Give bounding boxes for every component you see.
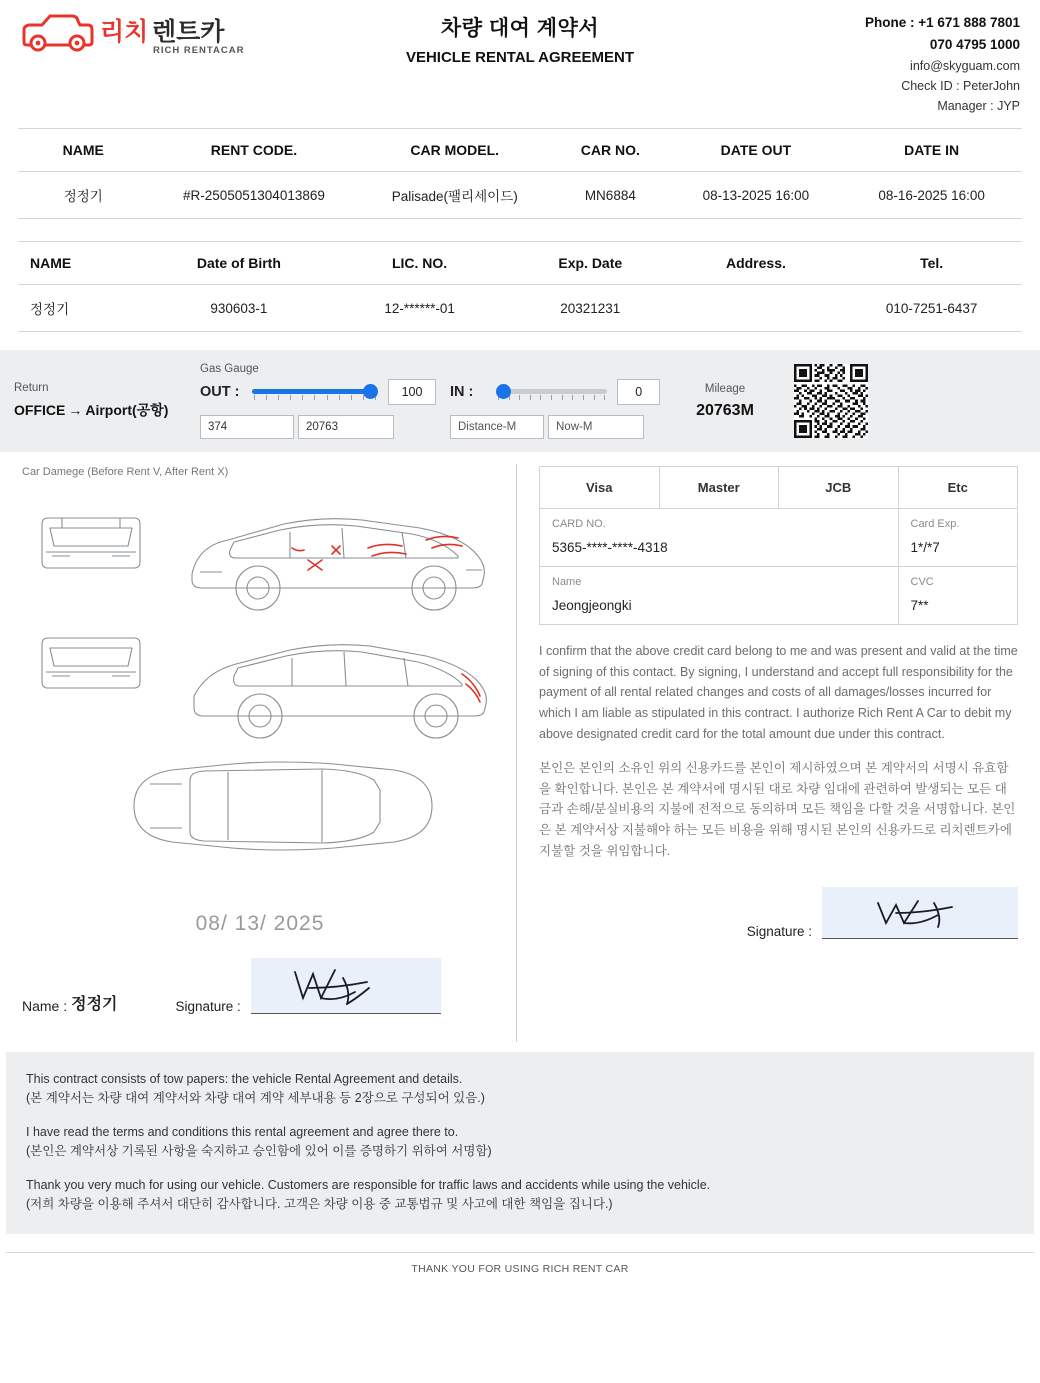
mileage-value: 20763M bbox=[696, 401, 754, 419]
cell-tel: 010-7251-6437 bbox=[885, 300, 978, 316]
return-gas-section bbox=[0, 350, 1040, 452]
card-number-row bbox=[540, 509, 1018, 567]
signature-mark-icon bbox=[822, 887, 1018, 939]
cell-date-in: 08-16-2025 16:00 bbox=[878, 187, 985, 203]
gas-out-subinputs bbox=[200, 415, 450, 439]
slider-ticks bbox=[254, 395, 376, 401]
gas-in-block bbox=[450, 363, 660, 439]
damage-note: Car Damege (Before Rent V, After Rent X) bbox=[22, 466, 229, 478]
contact-block bbox=[770, 8, 1020, 116]
check-id: Check ID : PeterJohn bbox=[901, 78, 1020, 93]
rental-table bbox=[18, 128, 1022, 219]
in-now-mileage-input[interactable]: Now-M bbox=[548, 415, 644, 439]
rental-info-section bbox=[0, 128, 1040, 332]
document-header bbox=[0, 0, 1040, 128]
signature-label-left: Signature : bbox=[175, 999, 241, 1014]
main-body bbox=[0, 452, 1040, 1052]
col-date-out: DATE OUT bbox=[720, 142, 792, 158]
driver-table bbox=[18, 241, 1022, 332]
cell-lic-no: 12-******-01 bbox=[384, 300, 455, 316]
card-no-value: 5365-****-****-4318 bbox=[552, 540, 668, 555]
qr-code-icon bbox=[794, 364, 868, 438]
phone-secondary: 070 4795 1000 bbox=[929, 36, 1020, 52]
cell-exp-date: 20321231 bbox=[560, 300, 621, 316]
note-2-en: I have read the terms and conditions this rental agreement and agree there to. bbox=[26, 1124, 459, 1139]
return-from: OFFICE bbox=[14, 402, 66, 418]
svg-text:RICH RENTACAR: RICH RENTACAR bbox=[153, 45, 245, 56]
card-exp-value: 1*/*7 bbox=[910, 540, 940, 555]
slider-knob[interactable] bbox=[496, 384, 511, 399]
cell-name: 정정기 bbox=[63, 189, 103, 204]
legal-text-ko: 본인은 본인의 소유인 위의 신용카드를 본인이 제시하였으며 본 계약서의 서명시 유효함을 확인합니다. 본인은 본 계약서에 명시된 대로 차량 임대에 관련하여 발생되는 모든 대금과 손해/분실비용의 지불에 전적으로 동의하며 모든 책임을 다할 것을 서명합니다. 본인은 본 계약서상 지불해야 하는 모든 비용을 위해 명시된 본인의 신용카드로 리치렌트카에 지불할 것을 위임합니다. bbox=[539, 761, 1016, 858]
table-spacer bbox=[18, 219, 1022, 241]
card-type-visa[interactable]: Visa bbox=[540, 467, 660, 509]
note-1-en: This contract consists of tow papers: the vehicle Rental Agreement and details. bbox=[26, 1072, 463, 1086]
return-to: Airport(공항) bbox=[85, 402, 169, 418]
card-holder-row bbox=[540, 567, 1018, 625]
col-tel: Tel. bbox=[920, 255, 944, 271]
col-name: NAME bbox=[62, 142, 104, 158]
note-1 bbox=[26, 1070, 1014, 1109]
card-type-jcb[interactable]: JCB bbox=[779, 467, 899, 509]
customer-signature-row bbox=[22, 958, 498, 1014]
company-logo bbox=[20, 8, 270, 58]
out-mileage-input[interactable]: 20763 bbox=[298, 415, 394, 439]
card-number-cell bbox=[540, 509, 899, 567]
table-header-row bbox=[18, 242, 1022, 285]
gas-out-value[interactable]: 100 bbox=[388, 379, 436, 405]
col-date-in: DATE IN bbox=[904, 142, 960, 158]
card-type-etc[interactable]: Etc bbox=[898, 467, 1018, 509]
col-address: Address. bbox=[725, 255, 786, 271]
cell-car-no: MN6884 bbox=[584, 187, 636, 203]
mileage-block bbox=[660, 383, 790, 420]
slider-track bbox=[496, 389, 607, 394]
card-cvc-cell bbox=[898, 567, 1018, 625]
phone-primary: Phone : +1 671 888 7801 bbox=[865, 15, 1020, 30]
document-title-block bbox=[270, 8, 770, 66]
col-exp-date: Exp. Date bbox=[558, 255, 623, 271]
note-3-en: Thank you very much for using our vehicle. Customers are responsible for traffic laws and accidents while using the vehicle. bbox=[26, 1177, 711, 1192]
contract-notes bbox=[6, 1052, 1034, 1234]
page-title-ko: 차량 대여 계약서 bbox=[440, 17, 600, 40]
svg-text:리치: 리치 bbox=[100, 18, 149, 46]
gas-out-block bbox=[200, 363, 450, 439]
customer-name-label: Name : bbox=[22, 998, 68, 1014]
signature-mark-icon bbox=[251, 958, 441, 1014]
note-2 bbox=[26, 1123, 1014, 1162]
card-signature-row bbox=[539, 887, 1018, 939]
footer-text: THANK YOU FOR USING RICH RENT CAR bbox=[411, 1263, 629, 1276]
cell-driver-name: 정정기 bbox=[30, 302, 70, 317]
card-no-label: CARD NO. bbox=[552, 518, 606, 530]
signature-field-right[interactable] bbox=[822, 887, 1018, 939]
card-name-value: Jeongjeongki bbox=[552, 598, 632, 613]
gas-in-label: IN : bbox=[450, 384, 474, 400]
page-title-en: VEHICLE RENTAL AGREEMENT bbox=[405, 49, 635, 66]
cell-car-model: Palisade(팰리세이드) bbox=[391, 189, 518, 204]
arrow-right-icon: → bbox=[68, 402, 83, 418]
slider-ticks bbox=[498, 395, 605, 401]
table-row bbox=[18, 172, 1022, 219]
rich-rentacar-logo-icon bbox=[20, 12, 250, 58]
gas-in-value[interactable]: 0 bbox=[617, 379, 660, 405]
col-driver-name: NAME bbox=[30, 255, 72, 271]
note-3-ko: (저희 차량을 이용해 주셔서 대단히 감사합니다. 고객은 차량 이용 중 교통법규 및 사고에 대한 책임을 집니다.) bbox=[26, 1196, 613, 1211]
gas-in-subinputs bbox=[450, 415, 660, 439]
gas-in-slider[interactable] bbox=[496, 382, 607, 402]
card-cvc-label: CVC bbox=[910, 576, 934, 588]
return-label: Return bbox=[14, 382, 49, 394]
col-lic-no: LIC. NO. bbox=[391, 255, 448, 271]
in-distance-input[interactable]: Distance-M bbox=[450, 415, 544, 439]
card-type-master[interactable]: Master bbox=[659, 467, 779, 509]
card-exp-label: Card Exp. bbox=[910, 518, 960, 530]
cell-date-out: 08-13-2025 16:00 bbox=[702, 187, 810, 203]
car-diagram-group[interactable] bbox=[22, 484, 492, 904]
return-route bbox=[14, 400, 200, 420]
card-type-row bbox=[540, 467, 1018, 509]
customer-name-value: 정정기 bbox=[71, 996, 118, 1013]
svg-text:렌트카: 렌트카 bbox=[152, 18, 225, 46]
col-dob: Date of Birth bbox=[196, 255, 281, 271]
gas-gauge-label: Gas Gauge bbox=[200, 363, 259, 375]
card-name-label: Name bbox=[552, 576, 582, 588]
car-damage-diagram-icon[interactable] bbox=[22, 484, 492, 904]
legal-text-en: I confirm that the above credit card belong to me and was present and valid at the time of signing of this contact. By signing, I understand and accept full responsibility for the payment of all rental related changes and costs of all damages/losses incurred for which I am liable as stipulated in this contract. I authorize Rich Rent A Car to debit my above designated credit card for the total amount due under this contract. bbox=[539, 644, 1018, 741]
col-rent-code: RENT CODE. bbox=[210, 142, 298, 158]
slider-fill bbox=[252, 389, 371, 394]
gas-out-slider[interactable] bbox=[252, 382, 378, 402]
card-exp-cell bbox=[898, 509, 1018, 567]
note-3 bbox=[26, 1176, 1014, 1215]
return-block bbox=[10, 382, 200, 420]
email-address: info@skyguam.com bbox=[910, 58, 1020, 73]
cell-rent-code: #R-2505051304013869 bbox=[182, 187, 325, 203]
card-cvc-value: 7** bbox=[910, 598, 929, 613]
signature-label-right: Signature : bbox=[746, 924, 812, 940]
gas-out-label: OUT : bbox=[200, 384, 240, 400]
table-row bbox=[18, 285, 1022, 332]
note-1-ko: (본 계약서는 차량 대여 계약서와 차량 대여 계약 세부내용 등 2장으로 구성되어 있음.) bbox=[26, 1091, 485, 1106]
note-2-ko: (본인은 계약서상 기록된 사항을 숙지하고 승인함에 있어 이를 증명하기 위하여 서명함) bbox=[26, 1144, 492, 1159]
cell-address bbox=[671, 285, 842, 332]
mileage-label: Mileage bbox=[704, 382, 746, 395]
table-header-row bbox=[18, 129, 1022, 172]
qr-code-block bbox=[794, 364, 872, 438]
card-name-cell bbox=[540, 567, 899, 625]
col-car-no: CAR NO. bbox=[580, 142, 640, 158]
card-section bbox=[517, 452, 1040, 1052]
cell-dob: 930603-1 bbox=[210, 300, 268, 316]
signature-field-left[interactable] bbox=[251, 958, 441, 1014]
slider-knob[interactable] bbox=[363, 384, 378, 399]
damage-section bbox=[0, 452, 516, 1052]
out-distance-input[interactable]: 374 bbox=[200, 415, 294, 439]
damage-date: 08/ 13/ 2025 bbox=[195, 912, 325, 935]
manager-name: Manager : JYP bbox=[937, 99, 1020, 114]
credit-card-table bbox=[539, 466, 1018, 625]
col-car-model: CAR MODEL. bbox=[410, 142, 500, 158]
